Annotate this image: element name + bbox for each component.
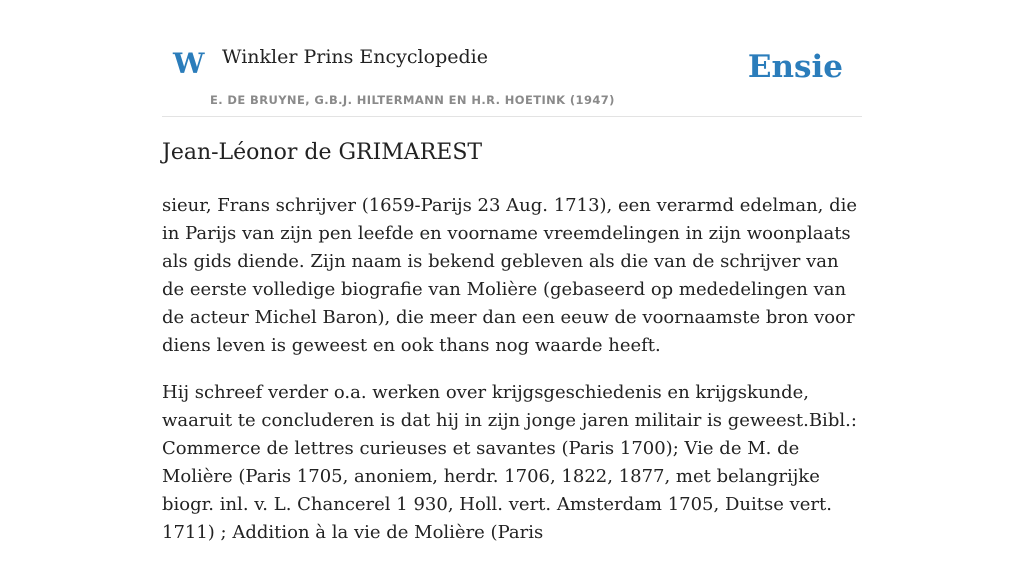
article-body [162,192,862,566]
brand-logo[interactable]: Ensie [747,49,843,85]
article-paragraph: sieur, Frans schrijver (1659-Parijs 23 Aug. 1713), een verarmd edelman, die in Parijs van zijn pen leefde en voorname vreemdelingen in zijn woonplaats als gids diende. Zijn naam is bekend gebleven als die van de schrijver van de eerste volledige biografie van Molière (gebaseerd op mededelingen van de acteur Michel Baron), die meer dan een eeuw de voornaamste bron voor diens leven is geweest en ook thans nog waarde heeft. [162,195,858,356]
source-title[interactable]: Winkler Prins Encyclopedie [222,46,488,68]
article-paragraph: Hij schreef verder o.a. werken over krijgsgeschiedenis en krijgskunde, waaruit te concluderen is dat hij in zijn jonge jaren militair is geweest.Bibl.: Commerce de lettres curieuses et savantes (Paris 1700); Vie de M. de Molière (Paris 1705, anoniem, herdr. 1706, 1822, 1877, met belangrijke biogr. inl. v. L. Chancerel 1 930, Holl. vert. Amsterdam 1705, Duitse vert. 1711) ; Addition à la vie de Molière (Paris [162,382,857,543]
source-header [162,0,862,117]
encyclopedia-logo-icon[interactable]: W [173,47,205,80]
source-authors: E. DE BRUYNE, G.B.J. HILTERMANN EN H.R. HOETINK (1947) [210,93,615,107]
content-container [162,0,862,543]
article-title: Jean-Léonor de GRIMAREST [162,140,483,165]
